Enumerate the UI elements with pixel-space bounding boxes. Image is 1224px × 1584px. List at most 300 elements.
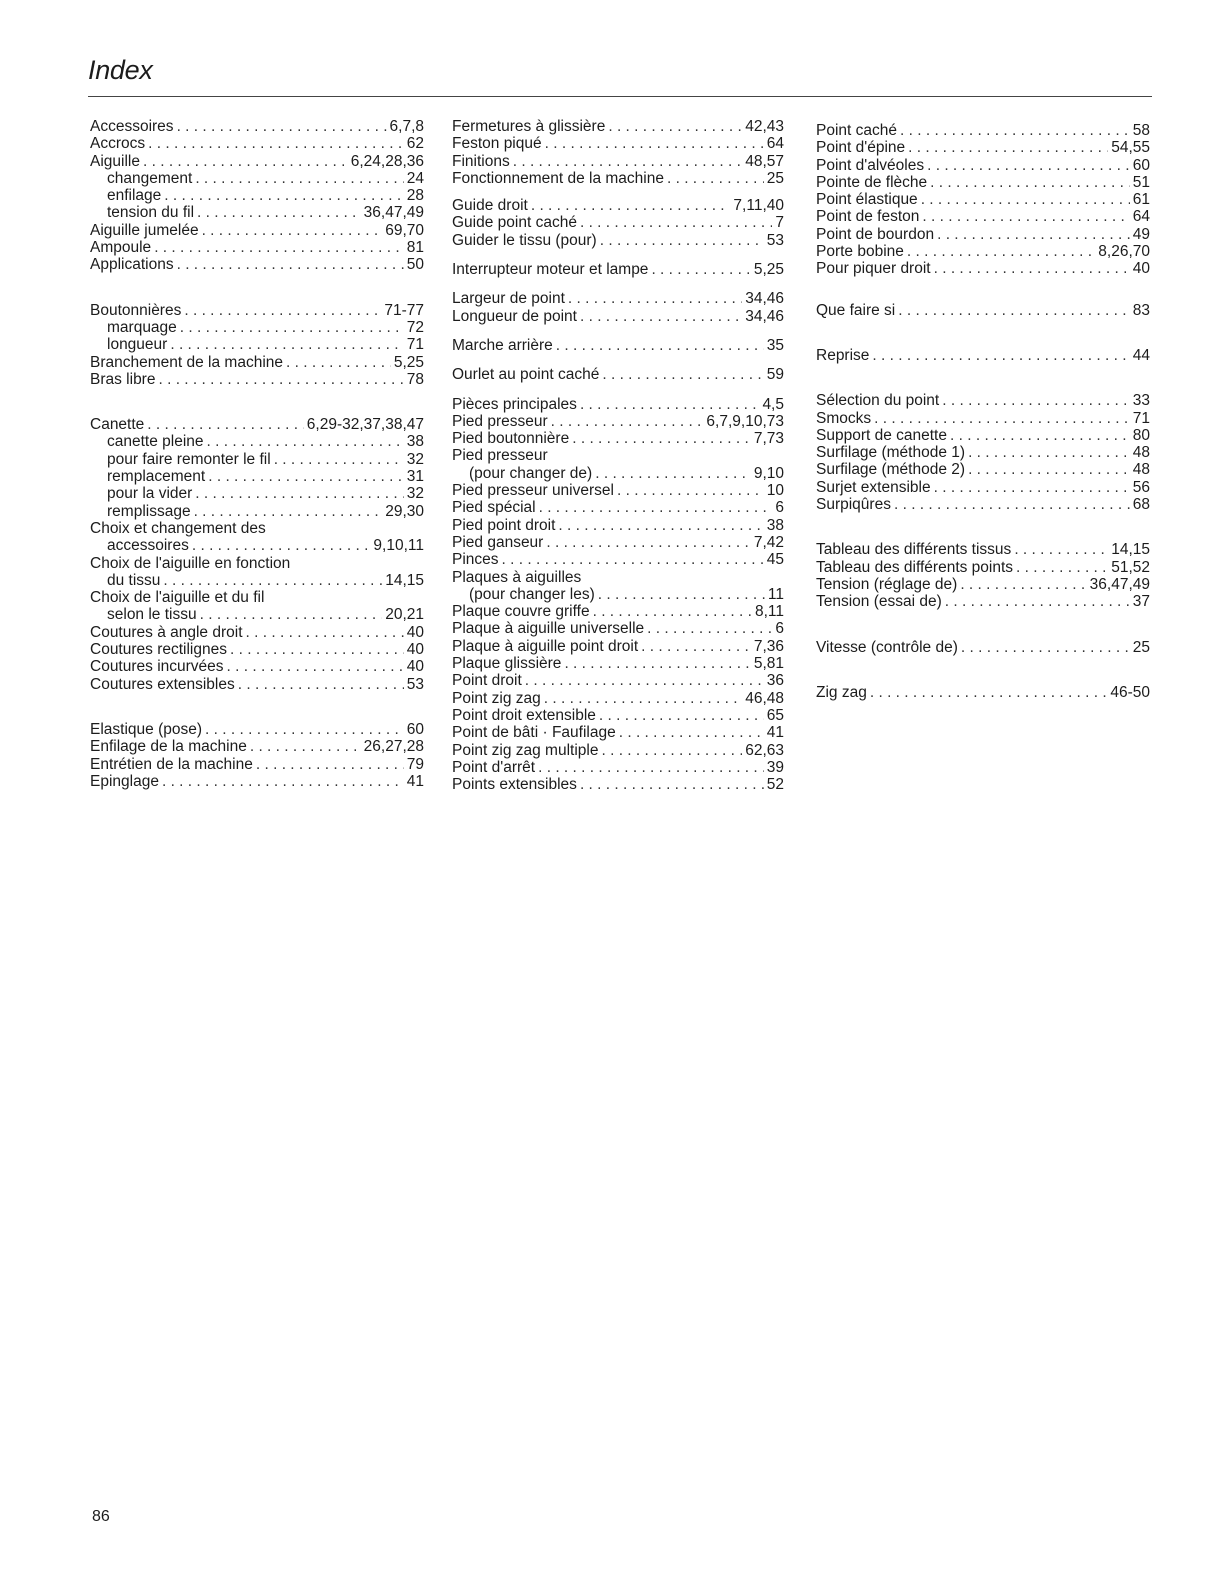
entry-label: Fermetures à glissière — [452, 118, 606, 135]
entry-label: Que faire si — [816, 301, 896, 319]
entry-pages: 48,57 — [745, 152, 784, 170]
entry-label: Smocks — [816, 409, 872, 427]
entry-pages: 64 — [766, 135, 784, 153]
index-entry — [816, 157, 1150, 174]
dot-leader — [531, 197, 731, 214]
index-entry — [452, 135, 784, 152]
index-entry — [452, 655, 784, 672]
entry-label: Surpiqûres — [816, 496, 891, 514]
index-entry — [816, 226, 1150, 243]
index-group — [816, 347, 1150, 364]
entry-pages: 68 — [1132, 496, 1150, 514]
entry-label: (pour changer de) — [469, 464, 593, 482]
entry-pages: 9,10 — [753, 464, 784, 482]
entry-label: remplacement — [107, 468, 206, 486]
dot-leader — [539, 499, 773, 516]
dot-leader — [874, 410, 1130, 427]
entry-pages: 35 — [766, 336, 784, 354]
entry-pages: 72 — [406, 318, 424, 336]
entry-label: Guide point caché — [452, 214, 577, 232]
index-entry — [90, 520, 424, 537]
index-entry — [816, 347, 1150, 364]
entry-label: Point de feston — [816, 208, 920, 226]
index-entry — [816, 122, 1150, 139]
entry-label: Point de bourdon — [816, 225, 935, 243]
entry-label: Coutures extensibles — [90, 675, 235, 693]
entry-pages: 44 — [1132, 346, 1150, 364]
entry-label: du tissu — [107, 571, 161, 589]
index-entry — [90, 204, 424, 221]
entry-pages: 14,15 — [1111, 541, 1150, 559]
index-entry — [816, 302, 1150, 319]
dot-leader — [525, 672, 764, 689]
dot-leader — [870, 684, 1108, 701]
dot-leader — [934, 260, 1130, 277]
dot-leader — [900, 122, 1130, 139]
index-group — [90, 302, 424, 388]
entry-label: Pièces principales — [452, 395, 577, 413]
dot-leader — [208, 468, 404, 485]
dot-leader — [250, 738, 361, 755]
dot-leader — [202, 222, 383, 239]
entry-pages: 51,52 — [1111, 558, 1150, 576]
entry-pages: 38 — [766, 516, 784, 534]
entry-pages: 71-77 — [384, 301, 424, 319]
entry-label: Marche arrière — [452, 336, 553, 354]
entry-label: Reprise — [816, 346, 870, 364]
index-entry — [90, 468, 424, 485]
dot-leader — [595, 465, 751, 482]
entry-pages: 8,26,70 — [1098, 243, 1150, 261]
index-column-2 — [452, 118, 784, 793]
index-group — [452, 118, 784, 187]
index-group — [816, 639, 1150, 656]
index-entry — [816, 410, 1150, 427]
entry-pages: 48 — [1132, 461, 1150, 479]
index-group — [816, 541, 1150, 610]
index-entry — [90, 336, 424, 353]
dot-leader — [945, 593, 1130, 610]
entry-label: pour faire remonter le fil — [107, 450, 271, 468]
dot-leader — [651, 261, 750, 278]
dot-leader — [162, 773, 404, 790]
index-group — [452, 290, 784, 325]
entry-label: Canette — [90, 416, 145, 434]
dot-leader — [148, 135, 404, 152]
entry-label: Tableau des différents tissus — [816, 541, 1012, 559]
index-entry — [452, 396, 784, 413]
entry-label: Pinces — [452, 551, 499, 569]
dot-leader — [572, 430, 751, 447]
entry-label: Aiguille — [90, 152, 140, 170]
dot-leader — [164, 187, 403, 204]
index-entry — [90, 319, 424, 336]
dot-leader — [192, 537, 371, 554]
index-entry — [90, 302, 424, 319]
dot-leader — [580, 214, 772, 231]
index-entry — [452, 232, 784, 249]
entry-pages: 69,70 — [385, 221, 424, 239]
entry-label: Point droit extensible — [452, 706, 596, 724]
entry-label: selon le tissu — [107, 606, 197, 624]
entry-label: Sélection du point — [816, 392, 940, 410]
entry-label: Branchement de la machine — [90, 353, 284, 371]
index-entry — [90, 641, 424, 658]
entry-pages: 6,24,28,36 — [350, 152, 424, 170]
entry-label: accessoires — [107, 537, 189, 555]
index-group — [816, 684, 1150, 701]
entry-pages: 6,7,8 — [389, 118, 424, 135]
dot-leader — [564, 655, 750, 672]
dot-leader — [246, 624, 404, 641]
entry-pages: 41 — [766, 724, 784, 742]
dot-leader — [195, 485, 403, 502]
dot-leader — [667, 170, 764, 187]
index-group — [452, 337, 784, 354]
index-entry — [90, 451, 424, 468]
entry-label: (pour changer les) — [469, 585, 595, 603]
entry-label: Accessoires — [90, 118, 174, 135]
entry-pages: 46-50 — [1110, 683, 1150, 701]
entry-pages: 6,29-32,37,38,47 — [306, 416, 424, 434]
index-entry — [90, 118, 424, 135]
dot-leader — [197, 204, 361, 221]
dot-leader — [968, 444, 1130, 461]
dot-leader — [274, 451, 404, 468]
index-entry — [452, 214, 784, 231]
page-number: 86 — [92, 1508, 110, 1525]
entry-pages: 81 — [406, 239, 424, 257]
index-entry — [452, 638, 784, 655]
entry-pages: 53 — [406, 675, 424, 693]
entry-pages: 71 — [1132, 409, 1150, 427]
index-entry — [90, 738, 424, 755]
dot-leader — [922, 208, 1129, 225]
entry-label: pour la vider — [107, 485, 193, 503]
index-entry — [90, 416, 424, 433]
dot-leader — [599, 707, 764, 724]
entry-pages: 28 — [406, 187, 424, 205]
index-entry — [816, 444, 1150, 461]
entry-label: Plaques à aiguilles — [452, 568, 582, 586]
entry-pages: 50 — [406, 256, 424, 274]
index-entry — [90, 572, 424, 589]
index-entry — [452, 170, 784, 187]
entry-label: Vitesse (contrôle de) — [816, 638, 958, 656]
index-entry — [452, 499, 784, 516]
index-group — [452, 261, 784, 278]
entry-label: Pied spécial — [452, 499, 536, 517]
entry-pages: 51 — [1132, 173, 1150, 191]
entry-pages: 40 — [1132, 260, 1150, 278]
index-entry — [90, 485, 424, 502]
index-entry — [816, 593, 1150, 610]
dot-leader — [158, 371, 403, 388]
index-entry — [452, 620, 784, 637]
index-entry — [90, 555, 424, 572]
entry-label: Longueur de point — [452, 307, 577, 325]
index-entry — [90, 503, 424, 520]
index-entry — [452, 118, 784, 135]
entry-pages: 6 — [775, 499, 784, 517]
index-column-1 — [90, 118, 424, 790]
dot-leader — [968, 461, 1130, 478]
entry-pages: 54,55 — [1111, 139, 1150, 157]
dot-leader — [195, 170, 403, 187]
entry-label: longueur — [107, 336, 168, 354]
index-entry — [452, 308, 784, 325]
entry-pages: 20,21 — [385, 606, 424, 624]
page-title: Index — [88, 55, 153, 85]
index-entry — [90, 658, 424, 675]
index-group — [90, 118, 424, 274]
entry-pages: 9,10,11 — [373, 537, 424, 555]
dot-leader — [177, 118, 387, 135]
entry-label: Point de bâti · Faufilage — [452, 724, 616, 742]
entry-label: Accrocs — [90, 135, 146, 153]
index-entry — [90, 773, 424, 790]
entry-pages: 37 — [1132, 593, 1150, 611]
index-entry — [90, 153, 424, 170]
entry-pages: 78 — [406, 370, 424, 388]
index-entry — [452, 430, 784, 447]
dot-leader — [207, 433, 404, 450]
dot-leader — [930, 174, 1130, 191]
entry-pages: 53 — [766, 231, 784, 249]
dot-leader — [580, 396, 760, 413]
entry-label: Point droit — [452, 672, 522, 690]
index-entry — [90, 756, 424, 773]
dot-leader — [545, 135, 764, 152]
index-entry — [452, 690, 784, 707]
dot-leader — [1014, 541, 1108, 558]
entry-pages: 42,43 — [745, 118, 784, 135]
dot-leader — [908, 139, 1108, 156]
index-group — [816, 122, 1150, 278]
dot-leader — [580, 308, 742, 325]
index-entry — [452, 413, 784, 430]
entry-pages: 59 — [766, 366, 784, 384]
dot-leader — [617, 482, 764, 499]
dot-leader — [194, 503, 383, 520]
dot-leader — [641, 638, 751, 655]
entry-label: Coutures à angle droit — [90, 623, 243, 641]
dot-leader — [608, 118, 742, 135]
entry-label: Choix de l'aiguille et du fil — [90, 589, 265, 607]
entry-pages: 6,7,9,10,73 — [706, 412, 784, 430]
dot-leader — [230, 641, 404, 658]
dot-leader — [170, 336, 403, 353]
entry-pages: 61 — [1132, 191, 1150, 209]
entry-label: Finitions — [452, 152, 510, 170]
index-entry — [90, 170, 424, 187]
index-group — [816, 302, 1150, 319]
dot-leader — [593, 603, 752, 620]
dot-leader — [558, 517, 763, 534]
entry-label: Epinglage — [90, 772, 159, 790]
entry-pages: 5,25 — [753, 261, 784, 279]
index-entry — [452, 290, 784, 307]
dot-leader — [907, 243, 1095, 260]
entry-pages: 36 — [766, 672, 784, 690]
entry-pages: 56 — [1132, 478, 1150, 496]
entry-pages: 31 — [406, 468, 424, 486]
index-entry — [90, 256, 424, 273]
entry-pages: 14,15 — [385, 571, 424, 589]
entry-pages: 65 — [766, 706, 784, 724]
entry-label: Plaque à aiguille point droit — [452, 637, 639, 655]
dot-leader — [647, 620, 772, 637]
entry-pages: 36,47,49 — [363, 204, 424, 222]
dot-leader — [580, 776, 764, 793]
entry-pages: 40 — [406, 623, 424, 641]
dot-leader — [894, 496, 1130, 513]
index-entry — [90, 537, 424, 554]
entry-pages: 34,46 — [745, 307, 784, 325]
entry-pages: 41 — [406, 772, 424, 790]
entry-label: Point d'arrêt — [452, 758, 536, 776]
index-entry — [90, 371, 424, 388]
dot-leader — [205, 721, 404, 738]
entry-label: Tension (réglage de) — [816, 575, 958, 593]
index-group — [90, 416, 424, 693]
index-entry — [452, 724, 784, 741]
index-entry — [816, 243, 1150, 260]
index-entry — [452, 197, 784, 214]
dot-leader — [163, 572, 382, 589]
index-entry — [90, 606, 424, 623]
dot-leader — [177, 256, 404, 273]
index-group — [452, 366, 784, 383]
entry-label: Pied presseur — [452, 447, 548, 465]
entry-pages: 25 — [766, 169, 784, 187]
entry-label: Pied point droit — [452, 516, 556, 534]
dot-leader — [619, 724, 764, 741]
dot-leader — [960, 576, 1086, 593]
index-entry — [816, 576, 1150, 593]
entry-pages: 11 — [767, 585, 784, 603]
entry-label: Tableau des différents points — [816, 558, 1014, 576]
entry-pages: 52 — [766, 776, 784, 794]
index-entry — [90, 433, 424, 450]
dot-leader — [544, 690, 742, 707]
dot-leader — [256, 756, 404, 773]
index-entry — [90, 135, 424, 152]
entry-label: Bras libre — [90, 370, 156, 388]
dot-leader — [184, 302, 381, 319]
entry-pages: 80 — [1132, 426, 1150, 444]
index-group — [90, 721, 424, 790]
index-entry — [452, 603, 784, 620]
dot-leader — [937, 226, 1130, 243]
entry-label: Point élastique — [816, 191, 918, 209]
entry-label: Surjet extensible — [816, 478, 931, 496]
entry-pages: 32 — [406, 485, 424, 503]
index-entry — [452, 465, 784, 482]
entry-label: Coutures rectilignes — [90, 641, 227, 659]
dot-leader — [551, 413, 704, 430]
entry-pages: 24 — [406, 169, 424, 187]
entry-label: Support de canette — [816, 426, 947, 444]
entry-pages: 79 — [406, 755, 424, 773]
entry-pages: 64 — [1132, 208, 1150, 226]
index-group — [452, 396, 784, 794]
index-entry — [452, 447, 784, 464]
entry-pages: 39 — [766, 758, 784, 776]
index-entry — [816, 392, 1150, 409]
entry-label: Pied boutonnière — [452, 430, 570, 448]
entry-pages: 7,73 — [753, 430, 784, 448]
index-group — [816, 392, 1150, 513]
entry-pages: 8,11 — [754, 603, 784, 621]
entry-pages: 5,25 — [393, 353, 424, 371]
dot-leader — [502, 551, 764, 568]
entry-label: Feston piqué — [452, 135, 542, 153]
index-entry — [452, 534, 784, 551]
entry-label: canette pleine — [107, 433, 204, 451]
dot-leader — [147, 416, 303, 433]
entry-label: Point zig zag — [452, 689, 541, 707]
dot-leader — [568, 290, 742, 307]
entry-label: Guide droit — [452, 197, 528, 215]
entry-label: Zig zag — [816, 683, 867, 701]
entry-pages: 7,11,40 — [733, 197, 784, 215]
dot-leader — [601, 742, 742, 759]
entry-pages: 60 — [1132, 156, 1150, 174]
index-entry — [90, 676, 424, 693]
entry-label: Pied presseur universel — [452, 482, 614, 500]
index-entry — [452, 759, 784, 776]
index-column-3 — [816, 118, 1150, 701]
index-entry — [816, 559, 1150, 576]
entry-label: Coutures incurvées — [90, 658, 224, 676]
entry-label: Ourlet au point caché — [452, 366, 600, 384]
entry-pages: 46,48 — [745, 689, 784, 707]
dot-leader — [602, 366, 763, 383]
entry-label: Enfilage de la machine — [90, 738, 247, 756]
dot-leader — [1016, 559, 1108, 576]
dot-leader — [961, 639, 1130, 656]
entry-pages: 25 — [1132, 638, 1150, 656]
entry-label: Pied presseur — [452, 412, 548, 430]
entry-pages: 7,36 — [753, 637, 784, 655]
index-entry — [90, 589, 424, 606]
entry-pages: 58 — [1132, 122, 1150, 139]
index-entry — [90, 354, 424, 371]
dot-leader — [143, 153, 348, 170]
entry-label: remplissage — [107, 502, 191, 520]
entry-label: Plaque à aiguille universelle — [452, 620, 645, 638]
dot-leader — [950, 427, 1130, 444]
index-entry — [90, 721, 424, 738]
index-entry — [816, 139, 1150, 156]
index-entry — [816, 684, 1150, 701]
entry-label: Plaque couvre griffe — [452, 603, 590, 621]
index-entry — [816, 461, 1150, 478]
entry-label: Point caché — [816, 122, 897, 139]
entry-pages: 60 — [406, 720, 424, 738]
entry-pages: 49 — [1132, 225, 1150, 243]
index-entry — [452, 261, 784, 278]
entry-label: Points extensibles — [452, 776, 577, 794]
index-entry — [90, 624, 424, 641]
index-entry — [90, 239, 424, 256]
entry-pages: 83 — [1132, 301, 1150, 319]
index-entry — [452, 586, 784, 603]
dot-leader — [942, 392, 1130, 409]
entry-label: Point d'épine — [816, 139, 906, 157]
index-entry — [452, 337, 784, 354]
